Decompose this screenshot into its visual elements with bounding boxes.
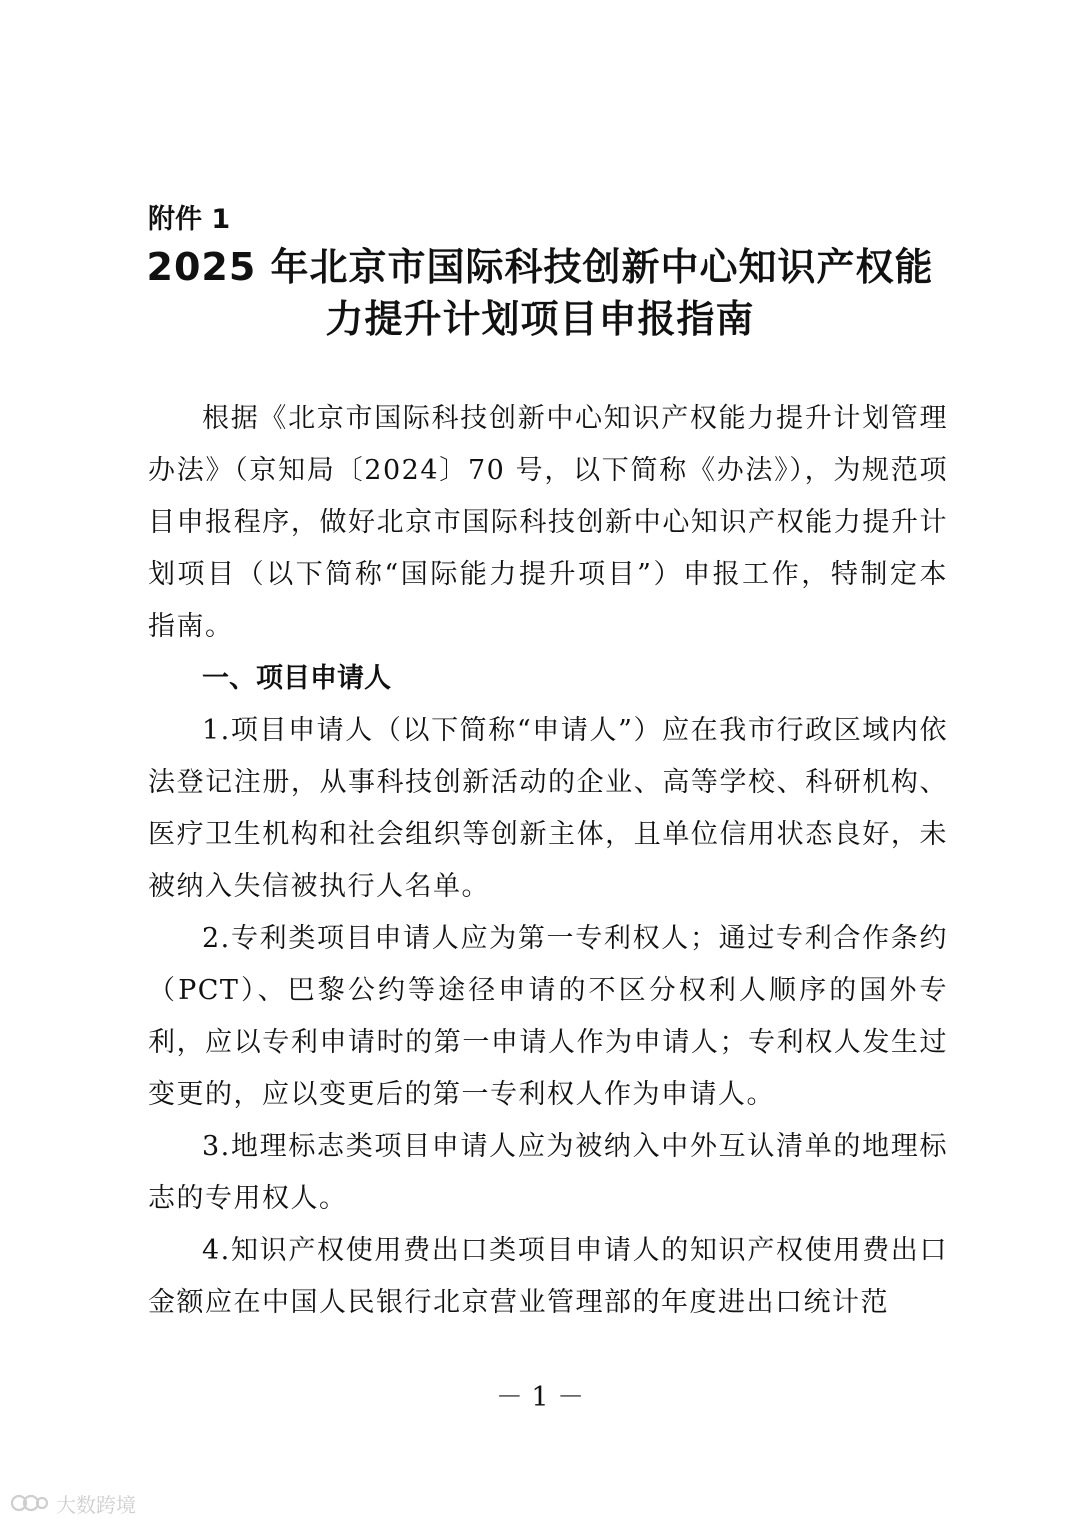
section-heading: 一、项目申请人	[202, 663, 391, 694]
item-paragraph-1: 1.项目申请人（以下简称“申请人”）应在我市行政区域内依法登记注册，从事科技创新活动的企业、高等学校、科研机构、医疗卫生机构和社会组织等创新主体，且单位信用状态良好，未被纳入失信被执行人名单。	[148, 715, 948, 902]
page-number: － 1 －	[495, 1382, 585, 1413]
document-body	[148, 393, 948, 1329]
intro-paragraph: 根据《北京市国际科技创新中心知识产权能力提升计划管理办法》（京知局〔2024〕70 号，以下简称《办法》），为规范项目申报程序，做好北京市国际科技创新中心知识产权能力提升计划项目（以下简称“国际能力提升项目”）申报工作，特制定本指南。	[148, 403, 948, 642]
watermark	[10, 1488, 136, 1518]
logo-icon	[10, 1491, 50, 1515]
watermark-text: 大数跨境	[56, 1492, 136, 1517]
item-paragraph-3: 3.地理标志类项目申请人应为被纳入中外互认清单的地理标志的专用权人。	[148, 1131, 948, 1214]
item-paragraph-2: 2.专利类项目申请人应为第一专利权人；通过专利合作条约（PCT）、巴黎公约等途径申请的不区分权利人顺序的国外专利，应以专利申请时的第一申请人作为申请人；专利权人发生过变更的，应以变更后的第一专利权人作为申请人。	[148, 923, 948, 1110]
document-title-line-2: 力提升计划项目申报指南	[325, 297, 755, 341]
attachment-label: 附件 1	[148, 204, 231, 235]
document-title-line-1: 2025 年北京市国际科技创新中心知识产权能	[146, 245, 934, 289]
item-paragraph-4: 4.知识产权使用费出口类项目申请人的知识产权使用费出口金额应在中国人民银行北京营业管理部的年度进出口统计范	[148, 1235, 948, 1318]
